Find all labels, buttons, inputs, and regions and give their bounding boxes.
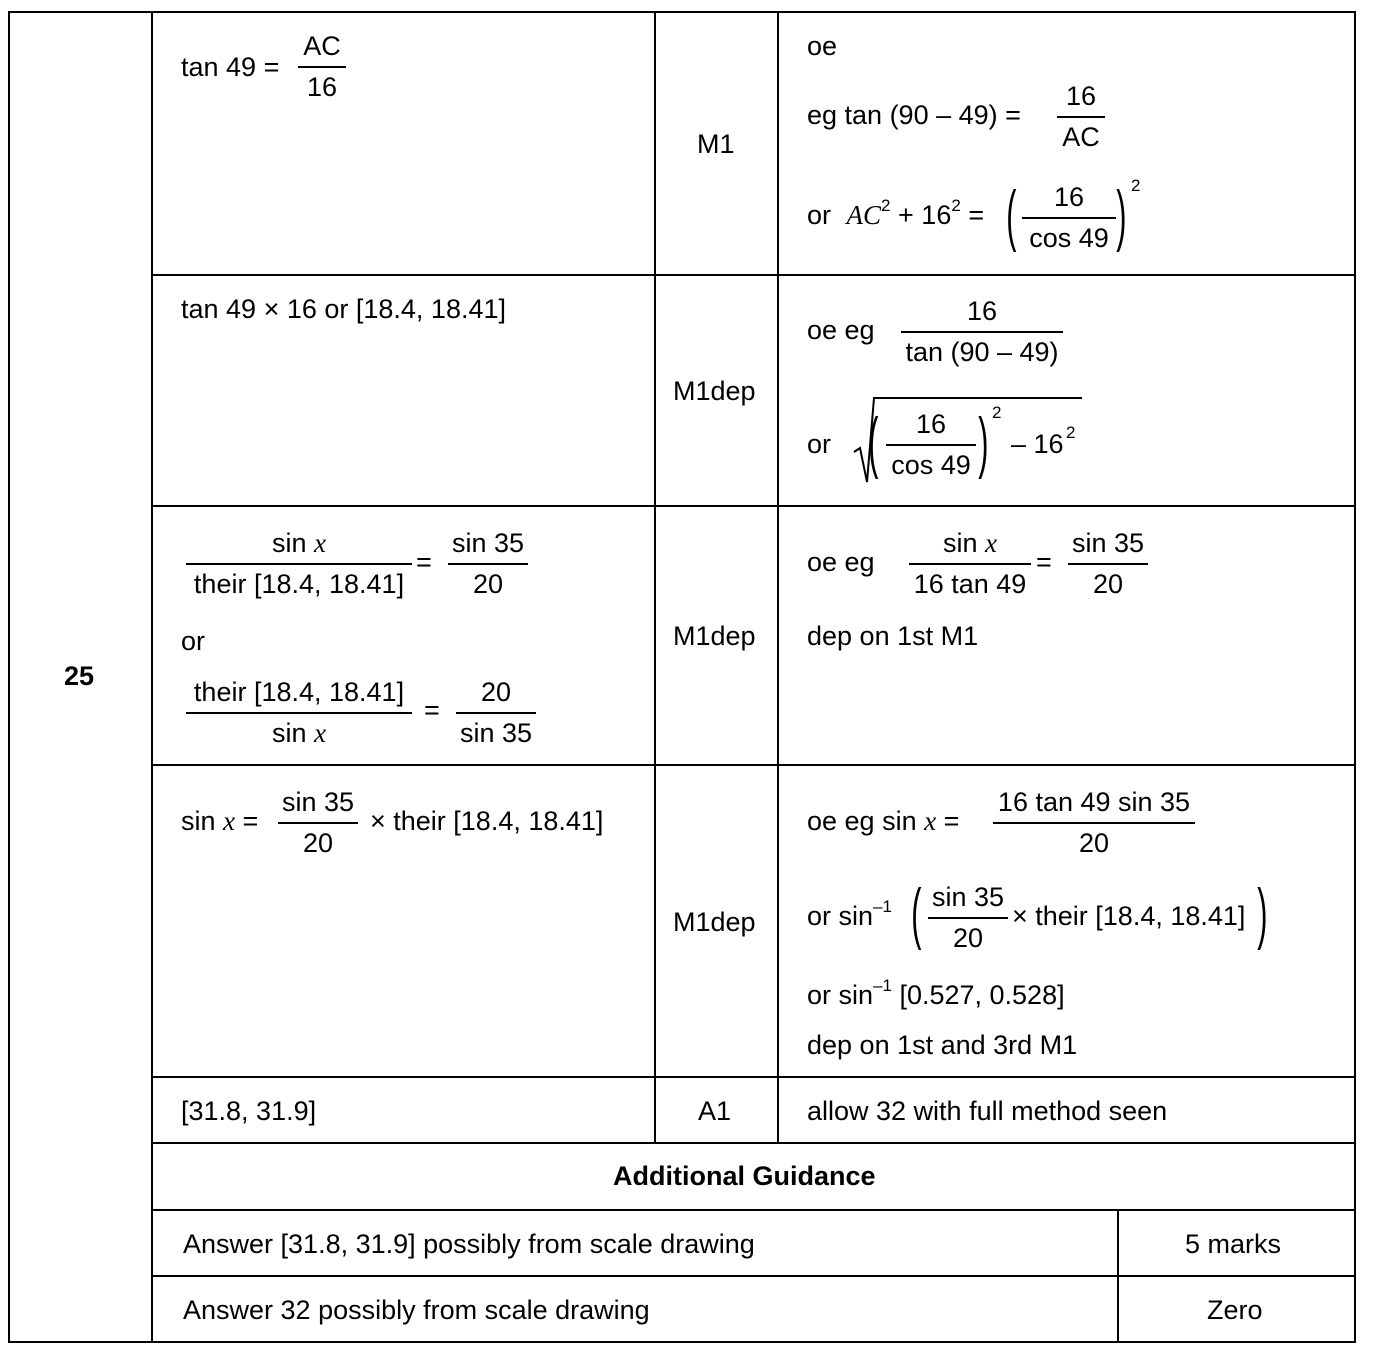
row3-notes-dep: dep on 1st M1 (807, 621, 979, 651)
row1-working-lhs: tan 49 = (181, 52, 280, 82)
fraction-numerator: 16 (1053, 182, 1085, 212)
ac-variable: AC (846, 200, 882, 230)
guidance-item-1-marks: 5 marks (1185, 1229, 1282, 1259)
fraction-numerator: sin x (942, 528, 997, 558)
row1-mark: M1 (697, 129, 735, 159)
row2-mark: M1dep (673, 376, 756, 406)
row1-notes-or (807, 196, 985, 230)
or-label: or (807, 200, 832, 230)
equals-sign: = (1036, 547, 1052, 577)
row4-notes-fraction-1 (993, 789, 1195, 857)
guidance-item-2-text: Answer 32 possibly from scale drawing (183, 1295, 650, 1325)
row5-notes: allow 32 with full method seen (807, 1096, 1168, 1126)
fraction-numerator: 16 (1065, 81, 1097, 111)
fraction-denominator: sin 35 (459, 718, 533, 748)
fraction-numerator: 16 (915, 409, 947, 439)
fraction-denominator: 16 (306, 72, 338, 102)
plus-term: + 16 (898, 200, 952, 230)
row1-working-fraction (298, 33, 346, 101)
row4-notes-line4: dep on 1st and 3rd M1 (807, 1030, 1078, 1060)
question-number: 25 (64, 661, 95, 691)
left-paren: ( (911, 875, 922, 951)
fraction-denominator: 20 (1078, 828, 1110, 858)
or-label: or (181, 626, 206, 656)
equals-sign: = (424, 695, 440, 725)
row1-notes-eg: eg tan (90 – 49) = (807, 100, 1021, 130)
minus-term: – 16 (1011, 429, 1064, 459)
left-paren: ( (868, 404, 879, 480)
fraction-numerator: 20 (480, 677, 512, 707)
fraction-denominator: cos 49 (891, 450, 971, 480)
row3-fraction-2 (448, 530, 528, 598)
fraction-denominator: their [18.4, 18.41] (193, 569, 405, 599)
row4-notes-fraction-2 (928, 884, 1008, 952)
row3-fraction-1 (186, 530, 412, 598)
fraction-denominator: 20 (952, 923, 984, 953)
fraction-numerator: sin 35 (931, 882, 1005, 912)
fraction-denominator: cos 49 (1029, 223, 1109, 253)
row4-working-lhs: sin x = (181, 806, 259, 836)
fraction-numerator: sin 35 (451, 528, 525, 558)
row5-working: [31.8, 31.9] (181, 1096, 317, 1126)
row4-notes-line3: or $\sin^{-1} [0.527$, 0.528] (807, 976, 1065, 1010)
row2-notes-oe-eg: oe eg (807, 315, 875, 345)
fraction-denominator: sin x (271, 718, 326, 748)
right-paren: ) (1257, 875, 1268, 951)
exponent: 2 (951, 196, 961, 215)
row4-notes-line1: oe eg sin x = (807, 806, 960, 836)
row3-mark: M1dep (673, 621, 756, 651)
row1-notes-eg-fraction (1057, 83, 1105, 151)
fraction-denominator: tan (90 – 49) (905, 337, 1059, 367)
row1-notes-oe: oe (807, 31, 838, 61)
row3-notes-fraction-2 (1068, 530, 1148, 598)
guidance-item-1-text: Answer [31.8, 31.9] possibly from scale drawing (183, 1229, 755, 1259)
row1-notes-or-fraction (1022, 184, 1116, 252)
right-paren: ) (978, 404, 989, 480)
row4-mark: M1dep (673, 907, 756, 937)
fraction-numerator: sin 35 (281, 787, 355, 817)
row4-notes-line2: or $\sin^{-1}$ (807, 897, 892, 931)
guidance-item-2-marks: Zero (1207, 1295, 1263, 1325)
fraction-denominator: AC (1062, 122, 1100, 152)
equals-sign: = (416, 547, 432, 577)
row2-notes-or: or (807, 429, 832, 459)
exponent: 2 (881, 196, 891, 215)
row4-notes-line2-rhs: × their [18.4, 18.41] (1012, 901, 1246, 931)
exponent: 2 (1066, 423, 1076, 442)
equals-sign: = (968, 200, 985, 230)
fraction-denominator: 16 tan 49 (913, 569, 1027, 599)
fraction-numerator: sin 35 (1071, 528, 1145, 558)
row3-fraction-4 (456, 679, 536, 747)
exponent: 2 (1131, 176, 1141, 195)
row2-notes-sqrt-fraction (886, 411, 976, 479)
right-paren: ) (1116, 177, 1127, 253)
row3-fraction-3 (186, 679, 412, 747)
fraction-numerator: AC (303, 31, 341, 61)
row2-notes-eg-fraction (901, 298, 1063, 366)
fraction-denominator: 20 (472, 569, 504, 599)
fraction-numerator: 16 tan 49 sin 35 (997, 787, 1191, 817)
fraction-numerator: 16 (966, 296, 998, 326)
row2-working: tan 49 × 16 or [18.4, 18.41] (181, 294, 507, 324)
exponent: 2 (992, 403, 1002, 422)
row4-working-rhs: × their [18.4, 18.41] (370, 806, 604, 836)
fraction-numerator: their [18.4, 18.41] (193, 677, 405, 707)
row5-mark: A1 (698, 1096, 732, 1126)
guidance-heading: Additional Guidance (613, 1161, 876, 1191)
fraction-denominator: 20 (1092, 569, 1124, 599)
fraction-numerator: sin x (271, 528, 326, 558)
row3-notes-fraction-1 (909, 530, 1031, 598)
row4-working-fraction (278, 789, 358, 857)
left-paren: ( (1006, 177, 1017, 253)
row3-notes-oe-eg: oe eg (807, 547, 875, 577)
fraction-denominator: 20 (302, 828, 334, 858)
